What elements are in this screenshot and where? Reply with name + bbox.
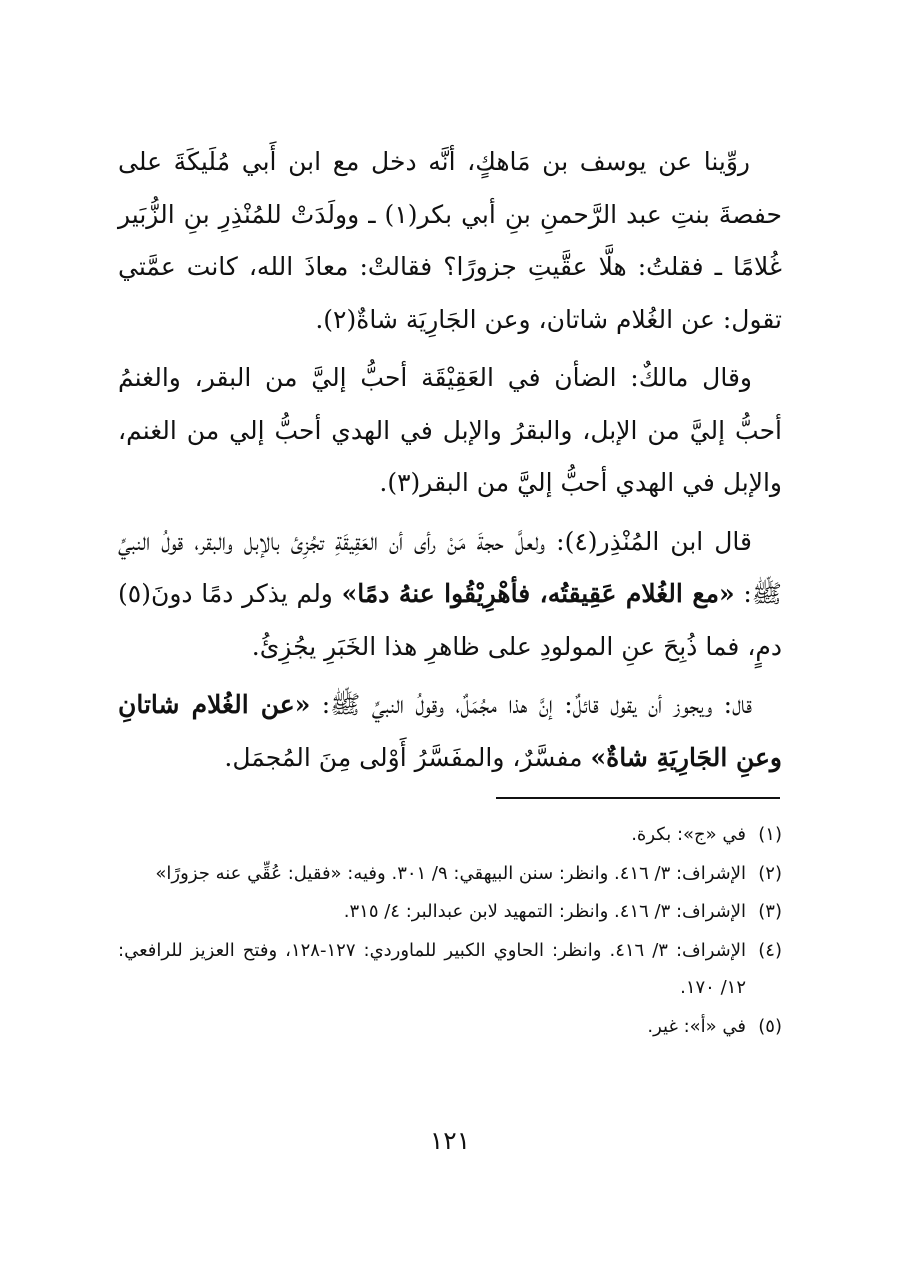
main-text	[118, 136, 782, 790]
paragraph-1: روِّينا عن يوسف بن مَاهكٍ، أنَّه دخل مع ابن أَبي مُلَيكَةَ على حفصةَ بنتِ عبد الرَّحمنِ بنِ أبي بكر(١) ـ وولَدَتْ للمُنْذِرِ بنِ الزُّبَير غُلامًا ـ فقلتُ: هلَّا عقَّيتِ جزورًا؟ فقالتْ: معاذَ الله، كانت عمَّتي تقول: عن الغُلام شاتان، وعن الجَارِيَة شاةٌ(٢).	[118, 147, 782, 334]
paragraph-4-text-after: مفسَّرٌ، والمفَسَّرُ أَوْلى مِنَ المُجمَل.	[224, 742, 591, 772]
footnote-item	[118, 855, 782, 893]
footnote-text: في «ج»: بكرة.	[631, 824, 746, 845]
hadith-quote: «مع الغُلام عَقِيقتُه، فأهْرِيْقُوا عنهُ دمًا»	[341, 579, 735, 608]
footnote-text: الإشراف: ٣/ ٤١٦. وانظر: التمهيد لابن عبدالبر: ٤/ ٣١٥.	[343, 901, 746, 922]
footnote-text: في «أ»: غير.	[647, 1015, 746, 1037]
footnotes	[118, 816, 782, 1046]
footnote-number: (٥)	[758, 1015, 782, 1037]
paragraph-3-text-after: ولم يذكر دمًا دونَ(٥) دمٍ، فما ذُبِحَ عنِ المولودِ على ظاهرِ هذا الخَبَرِ يجُزِئُ.	[118, 579, 782, 661]
footnote-item	[118, 893, 782, 931]
footnote-number: (١)	[758, 824, 782, 845]
footnote-number: (٣)	[758, 901, 782, 922]
paragraph-3	[118, 516, 782, 674]
footnote-text: الإشراف: ٣/ ٤١٦. وانظر: الحاوي الكبير للماوردي: ١٢٧-١٢٨، وفتح العزيز للرافعي: ١٢/ ١٧٠.	[118, 939, 746, 998]
footnote-item	[118, 816, 782, 854]
paragraph-2: وقال مالكٌ: الضأن في العَقِيْقَة أحبُّ إليَّ من البقر، والغنمُ أحبُّ إليَّ من الإبل، والبقرُ والإبل في الهدي أحبُّ إلي من الغنم، والإبل في الهدي أحبُّ إليَّ من البقر(٣).	[118, 363, 782, 497]
hadith-quote: «عن الغُلام شاتانِ وعنِ الجَارِيَةِ شاةٌ»	[118, 690, 782, 772]
paragraph-4	[118, 679, 782, 784]
paragraph-4-text-before: قال: ويجوز أن يقول قائلٌ: إنَّ هذا مجُمَلٌ، وقولُ النبيِّ ﷺ:	[310, 690, 753, 719]
footnote-number: (٢)	[758, 862, 782, 884]
footnote-item	[118, 932, 782, 1007]
footnote-text: الإشراف: ٣/ ٤١٦. وانظر: سنن البيهقي: ٩/ ٣٠١. وفيه: «فقيل: عُقِّي عنه جزورًا»	[155, 862, 746, 884]
footnote-number: (٤)	[758, 939, 782, 961]
footnote-item	[118, 1008, 782, 1046]
paragraph-3-text-before: قال ابن المُنْذِر(٤): ولعلَّ حجةَ مَنْ رأى أن العَقِيقَةِ تجُزِئ بالإبل والبقر، قولُ النبيِّ ﷺ:	[118, 526, 782, 608]
footnote-divider	[496, 797, 780, 799]
page-number: ١٢١	[429, 1126, 471, 1155]
